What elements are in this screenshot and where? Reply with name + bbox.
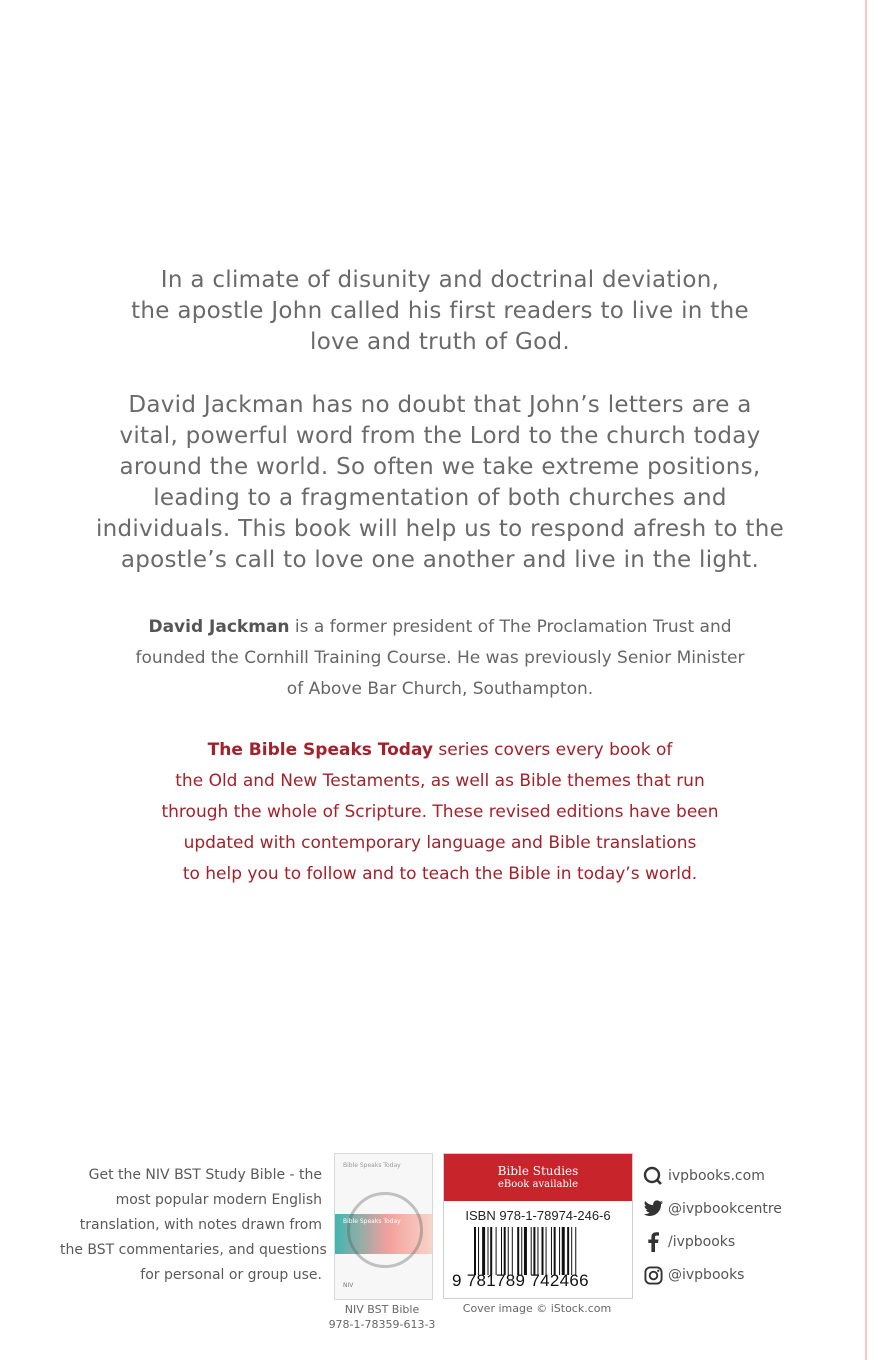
- series-line: [80, 735, 800, 766]
- social-instagram-text: @ivpbooks: [668, 1267, 745, 1283]
- series-description: [80, 735, 800, 890]
- author-name: David Jackman: [148, 617, 290, 637]
- ebook-label: eBook available: [498, 1179, 578, 1190]
- body-line: individuals. This book will help us to respond afresh to the: [95, 516, 785, 542]
- series-name: The Bible Speaks Today: [207, 740, 434, 760]
- social-facebook[interactable]: [642, 1229, 842, 1255]
- isbn-text: ISBN 978-1-78974-246-6: [465, 1208, 611, 1223]
- intro-blurb: [80, 265, 800, 358]
- spine-edge-line: [865, 0, 867, 1360]
- series-line: the Old and New Testaments, as well as Bible themes that run: [175, 771, 705, 791]
- bible-caption-isbn: 978-1-78359-613-3: [328, 1318, 436, 1331]
- body-blurb: [70, 390, 810, 576]
- facebook-icon: [642, 1231, 664, 1253]
- intro-line: In a climate of disunity and doctrinal deviation,: [160, 267, 720, 293]
- social-website-text: ivpbooks.com: [668, 1168, 765, 1184]
- cover-image-credit: Cover image © iStock.com: [462, 1302, 612, 1315]
- promo-line: most popular modern English: [115, 1192, 322, 1208]
- promo-line: the BST commentaries, and questions: [60, 1242, 327, 1258]
- body-line: leading to a fragmentation of both churches and: [153, 485, 727, 511]
- barcode-panel: [443, 1153, 633, 1299]
- barcode-header: [444, 1154, 632, 1201]
- social-twitter-text: @ivpbookcentre: [668, 1201, 782, 1217]
- social-facebook-text: /ivpbooks: [668, 1234, 736, 1250]
- category-label: Bible Studies: [497, 1164, 579, 1178]
- thumb-band-title: Bible Speaks Today: [343, 1218, 401, 1225]
- body-line: David Jackman has no doubt that John’s letters are a: [128, 392, 752, 418]
- thumb-niv-mark: NIV: [343, 1282, 354, 1289]
- barcode-digits: 9 781789 742466: [452, 1271, 589, 1290]
- promo-line: for personal or group use.: [140, 1267, 322, 1283]
- social-instagram[interactable]: [642, 1262, 842, 1288]
- thumb-cover-title: Bible Speaks Today: [343, 1162, 401, 1169]
- body-line: around the world. So often we take extreme positions,: [119, 454, 761, 480]
- series-line: updated with contemporary language and Bible translations: [183, 833, 697, 853]
- series-line: to help you to follow and to teach the Bible in today’s world.: [182, 864, 698, 884]
- author-bio-line: of Above Bar Church, Southampton.: [286, 679, 594, 699]
- author-bio: [80, 612, 800, 705]
- author-bio-line: founded the Cornhill Training Course. He was previously Senior Minister: [135, 648, 745, 668]
- promo-line: translation, with notes drawn from: [79, 1217, 322, 1233]
- intro-line: the apostle John called his first readers to live in the: [131, 298, 749, 324]
- instagram-icon: [642, 1264, 664, 1286]
- social-twitter[interactable]: [642, 1196, 842, 1222]
- ivp-search-icon: [642, 1165, 664, 1187]
- intro-line: love and truth of God.: [310, 329, 570, 355]
- series-text: series covers every book of: [433, 740, 673, 760]
- body-line: apostle’s call to love one another and live in the light.: [120, 547, 760, 573]
- barcode-bars: [474, 1227, 609, 1275]
- author-bio-line: [80, 612, 800, 643]
- bible-caption: [326, 1302, 438, 1332]
- bible-caption-title: NIV BST Bible: [344, 1303, 420, 1316]
- social-website[interactable]: [642, 1163, 842, 1189]
- thumb-brush-ring: [347, 1192, 423, 1268]
- twitter-icon: [642, 1198, 664, 1220]
- author-bio-text: is a former president of The Proclamation Trust and: [289, 617, 732, 637]
- body-line: vital, powerful word from the Lord to the church today: [119, 423, 761, 449]
- series-line: through the whole of Scripture. These revised editions have been: [161, 802, 719, 822]
- study-bible-promo: [60, 1163, 327, 1288]
- niv-bst-bible-cover-thumbnail: [334, 1153, 433, 1300]
- promo-line: Get the NIV BST Study Bible - the: [88, 1167, 322, 1183]
